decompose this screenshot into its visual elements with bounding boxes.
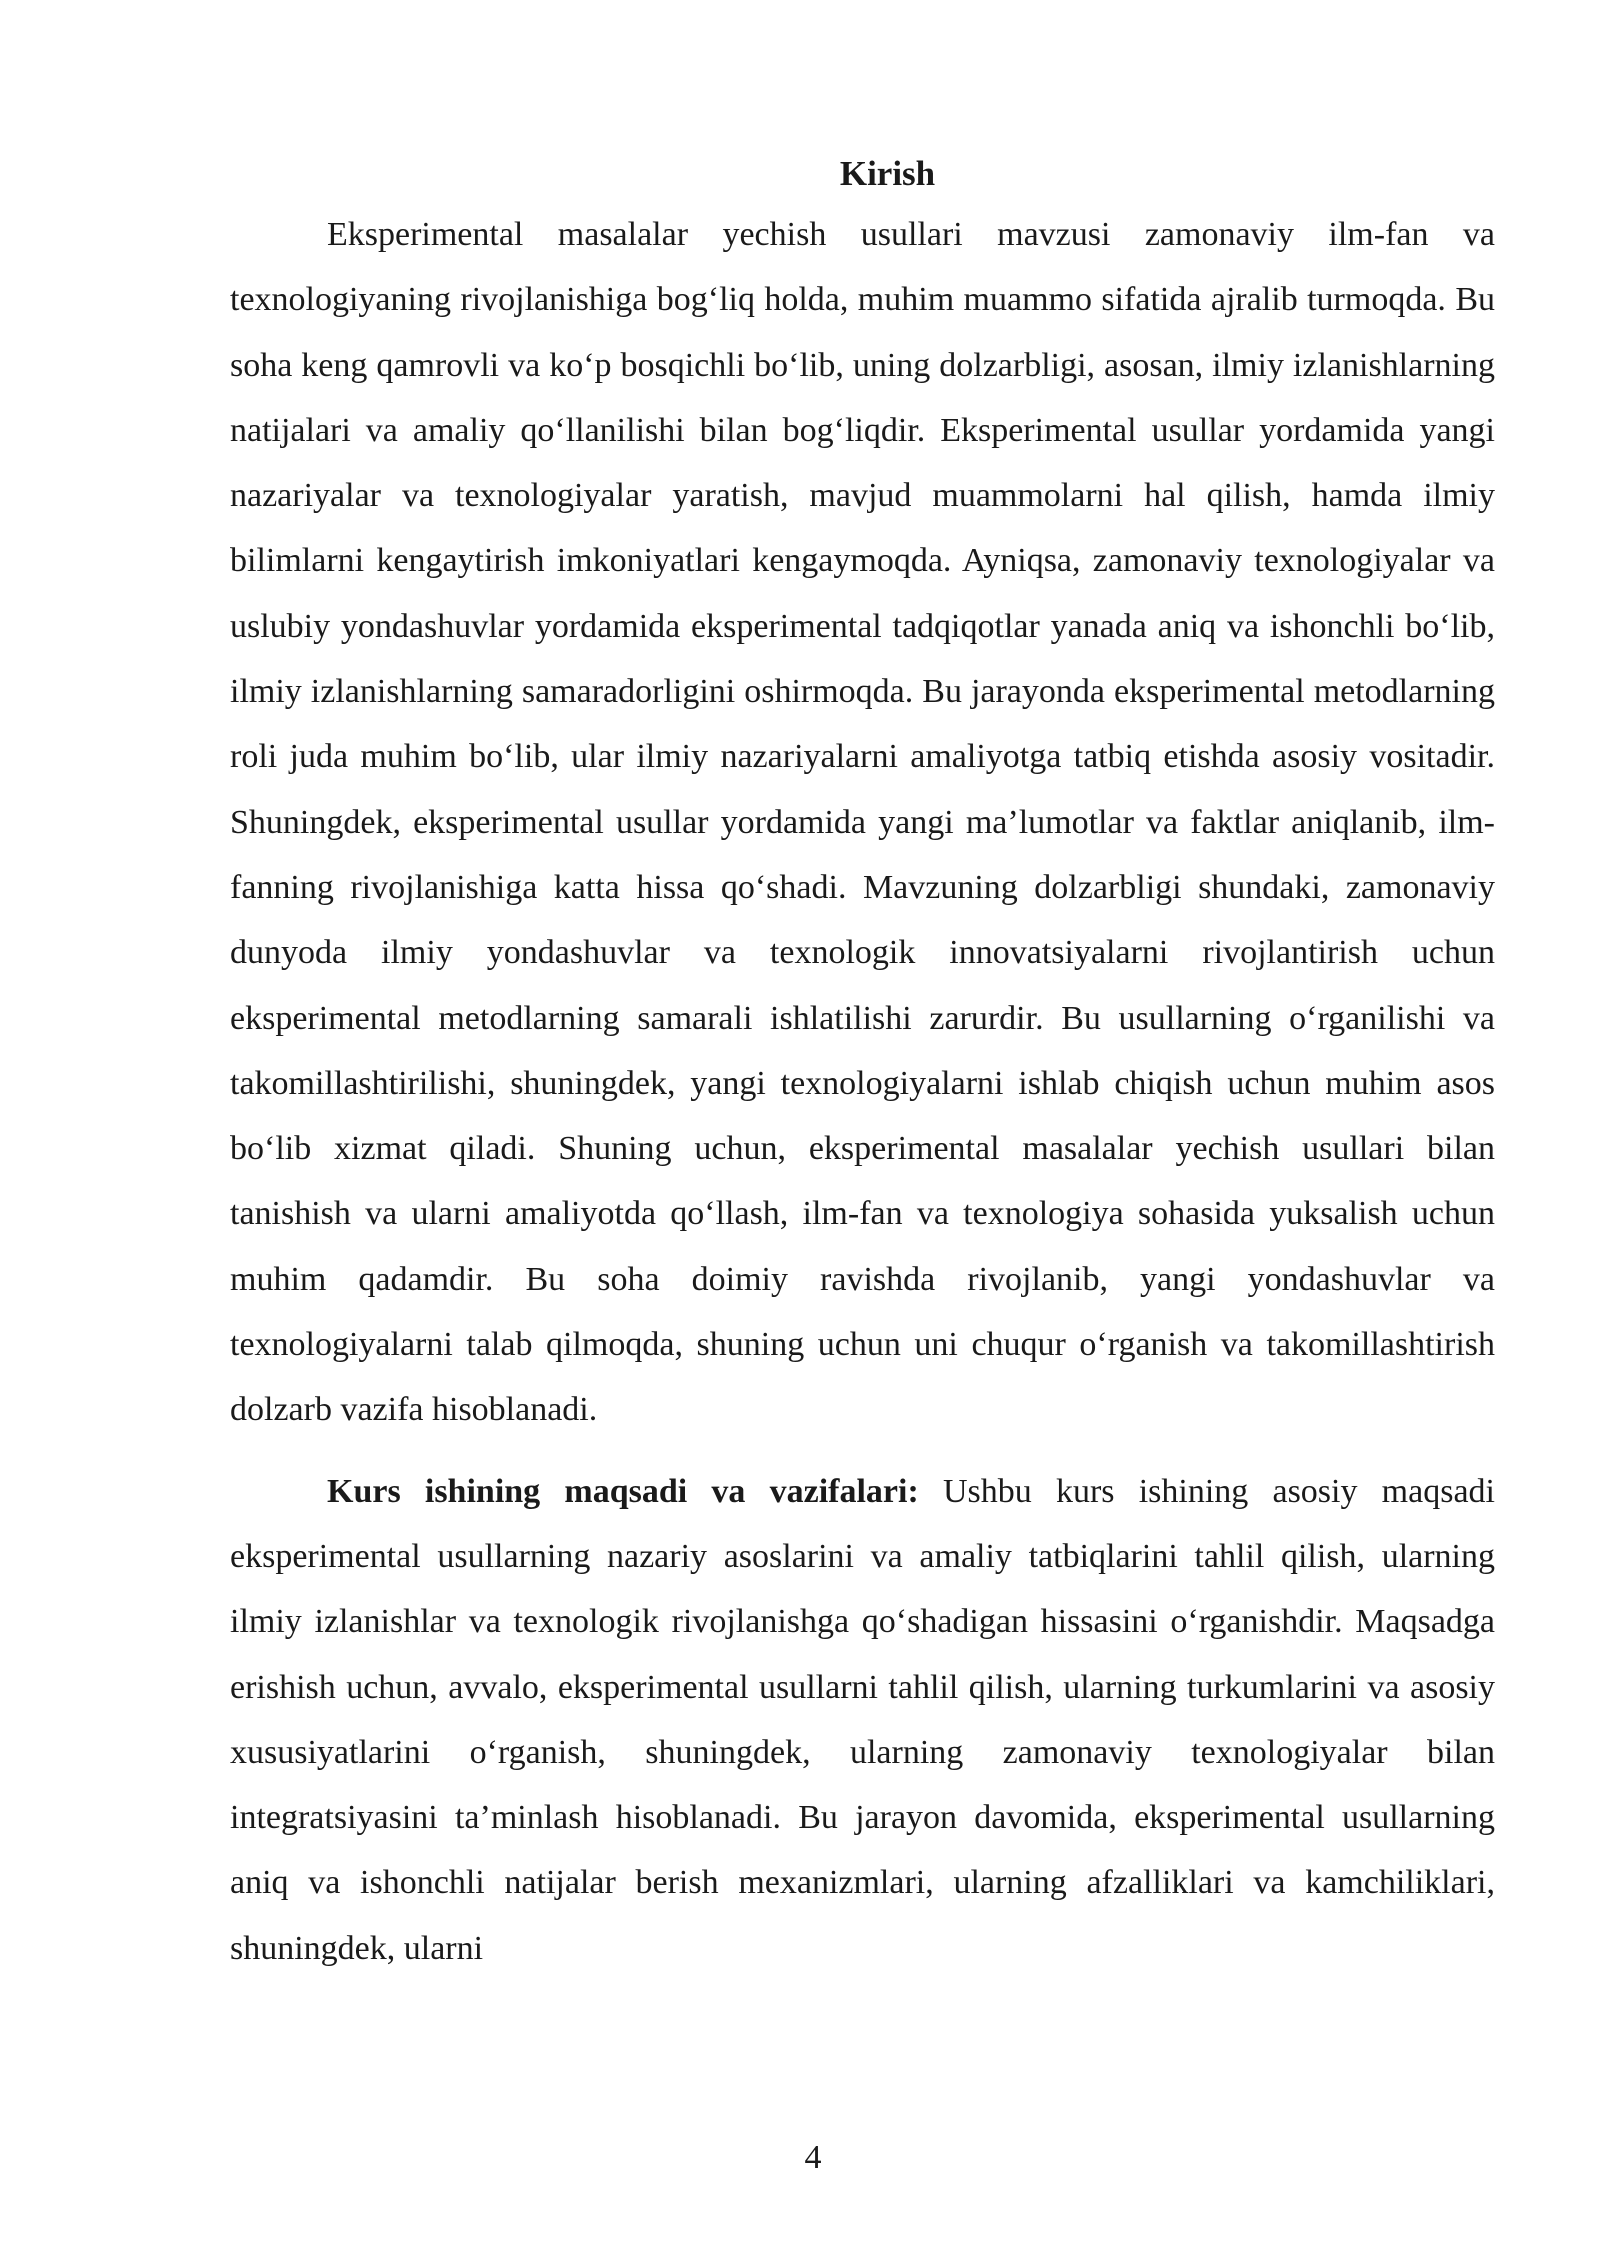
page-content	[230, 148, 1495, 1981]
paragraph-text: Eksperimental masalalar yechish usullari mavzusi zamonaviy ilm-fan va texnologiyaning rivojlanishiga bog‘liq holda, muhim muammo sifatida ajralib turmoqda. Bu soha keng qamrovli va ko‘p bosqichli bo‘lib, uning dolzarbligi, asosan, ilmiy izlanishlarning natijalari va amaliy qo‘llanilishi bilan bog‘liqdir. Eksperimental usullar yordamida yangi nazariyalar va texnologiyalar yaratish, mavjud muammolarni hal qilish, hamda ilmiy bilimlarni kengaytirish imkoniyatlari kengaymoqda. Ayniqsa, zamonaviy texnologiyalar va uslubiy yondashuvlar yordamida eksperimental tadqiqotlar yanada aniq va ishonchli bo‘lib, ilmiy izlanishlarning samaradorligini oshirmoqda. Bu jarayonda eksperimental metodlarning roli juda muhim bo‘lib, ular ilmiy nazariyalarni amaliyotga tatbiq etishda asosiy vositadir. Shuningdek, eksperimental usullar yordamida yangi ma’lumotlar va faktlar aniqlanib, ilm-fanning rivojlanishiga katta hissa qo‘shadi. Mavzuning dolzarbligi shundaki, zamonaviy dunyoda ilmiy yondashuvlar va texnologik innovatsiyalarni rivojlantirish uchun eksperimental metodlarning samarali ishlatilishi zarurdir. Bu usullarning o‘rganilishi va takomillashtirilishi, shuningdek, yangi texnologiyalarni ishlab chiqish uchun muhim asos bo‘lib xizmat qiladi. Shuning uchun, eksperimental masalalar yechish usullari bilan tanishish va ularni amaliyotda qo‘llash, ilm-fan va texnologiya sohasida yuksalish uchun muhim qadamdir. Bu soha doimiy ravishda rivojlanib, yangi yondashuvlar va texnologiyalarni talab qilmoqda, shuning uchun uni chuqur o‘rganish va takomillashtirish dolzarb vazifa hisoblanadi.	[230, 216, 1495, 1429]
page-number: 4	[804, 2139, 822, 2176]
paragraph-intro	[230, 202, 1495, 1443]
section-heading: Kirish	[839, 154, 936, 193]
paragraph-text: Ushbu kurs ishining asosiy maqsadi eksperimental usullarning nazariy asoslarini va amaliy tatbiqlarini tahlil qilish, ularning ilmiy izlanishlar va texnologik rivojlanishga qo‘shadigan hissasini o‘rganishdir. Maqsadga erishish uchun, avvalo, eksperimental usullarni tahlil qilish, ularning turkumlarini va asosiy xususiyatlarini o‘rganish, shuningdek, ularning zamonaviy texnologiyalar bilan integratsiyasini ta’minlash hisoblanadi. Bu jarayon davomida, eksperimental usullarning aniq va ishonchli natijalar berish mexanizmlari, ularning afzalliklari va kamchiliklari, shuningdek, ularni	[230, 1472, 1495, 1967]
paragraph-lead: Kurs ishining maqsadi va vazifalari:	[327, 1472, 919, 1510]
paragraph-goals	[230, 1459, 1495, 1981]
